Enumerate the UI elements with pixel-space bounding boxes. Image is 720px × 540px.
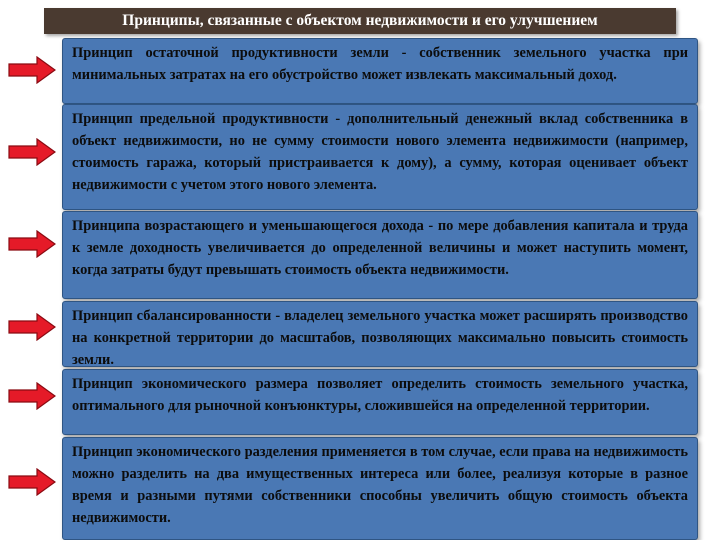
- principle-card-4: [62, 301, 698, 367]
- principle-text-2: Принцип предельной продуктивности - дополнительный денежный вклад собственника в объект недвижимости, но не сумму стоимости нового элемента недвижимости (например, стоимость гаража, который пристраивается к дому), а сумму, которая оценивает объект недвижимости с учетом этого нового элемента.: [72, 111, 688, 193]
- slide-title: Принципы, связанные с объектом недвижимости и его улучшением: [44, 8, 676, 34]
- arrow-right-icon: [8, 382, 56, 410]
- arrow-right-icon: [8, 313, 56, 341]
- principle-text-1: Принцип остаточной продуктивности земли - собственник земельного участка при минимальных затратах на его обустройство может извлекать максимальный доход.: [72, 45, 688, 83]
- principle-text-6: Принцип экономического разделения применяется в том случае, если права на недвижимость можно разделить на два имущественных интереса или более, реализуя которые в разное время и разными путями собственники способны увеличить общую стоимость объекта недвижимости.: [72, 444, 688, 526]
- principle-card-2: [62, 104, 698, 210]
- principle-card-5: [62, 369, 698, 435]
- principle-text-4: Принцип сбалансированности - владелец земельного участка может расширять производство на конкретной территории до масштабов, позволяющих максимально повысить стоимость земли.: [72, 308, 688, 367]
- arrow-right-icon: [8, 56, 56, 84]
- principle-text-5: Принцип экономического размера позволяет определить стоимость земельного участка, оптимального для рыночной конъюнктуры, сложившейся на определенной территории.: [72, 376, 688, 414]
- principle-card-3: [62, 211, 698, 299]
- principle-card-6: [62, 437, 698, 540]
- arrow-right-icon: [8, 138, 56, 166]
- arrow-right-icon: [8, 230, 56, 258]
- arrow-right-icon: [8, 468, 56, 496]
- principle-card-1: [62, 38, 698, 104]
- principle-text-3: Принципа возрастающего и уменьшающегося дохода - по мере добавления капитала и труда к земле доходность увеличивается до определенной величины и может наступить момент, когда затраты будут превышать стоимость объекта недвижимости.: [72, 218, 688, 278]
